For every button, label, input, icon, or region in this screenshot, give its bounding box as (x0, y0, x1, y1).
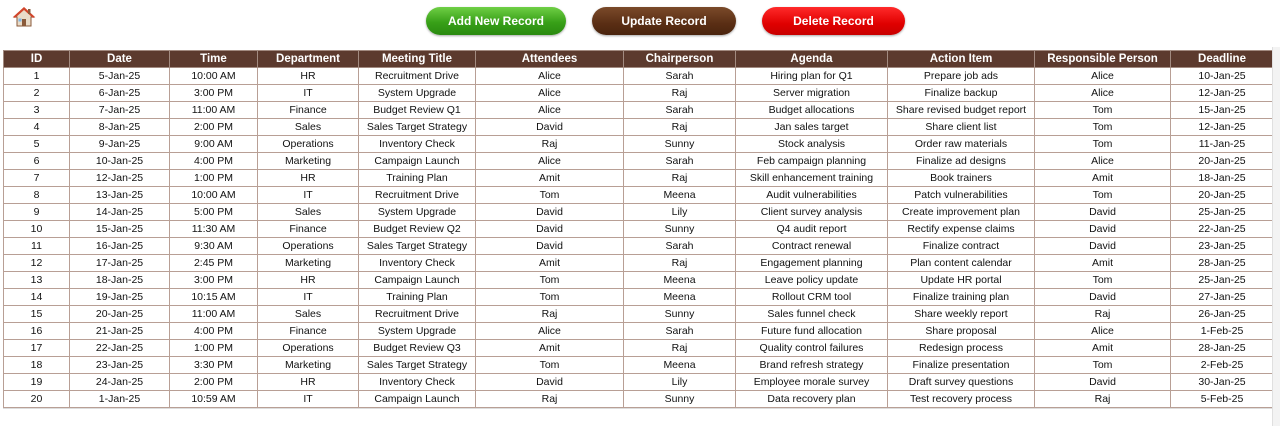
cell-department[interactable]: Operations (258, 238, 359, 255)
cell-responsible-person[interactable]: Amit (1035, 170, 1171, 187)
cell-attendees[interactable]: Raj (476, 391, 624, 408)
cell-responsible-person[interactable]: David (1035, 238, 1171, 255)
cell-attendees[interactable]: David (476, 119, 624, 136)
cell-time[interactable]: 10:00 AM (170, 187, 258, 204)
cell-time[interactable]: 3:00 PM (170, 272, 258, 289)
cell-chairperson[interactable]: Meena (624, 187, 736, 204)
add-new-record-button[interactable]: Add New Record (426, 7, 566, 35)
update-record-button[interactable]: Update Record (592, 7, 736, 35)
cell-id[interactable]: 20 (4, 391, 70, 408)
cell-deadline[interactable]: 28-Jan-25 (1171, 255, 1274, 272)
cell-meeting-title[interactable]: Inventory Check (359, 374, 476, 391)
cell-action-item[interactable]: Redesign process (888, 340, 1035, 357)
cell-action-item[interactable]: Share weekly report (888, 306, 1035, 323)
cell-time[interactable]: 9:00 AM (170, 136, 258, 153)
cell-attendees[interactable]: Raj (476, 136, 624, 153)
cell-department[interactable]: HR (258, 374, 359, 391)
cell-meeting-title[interactable]: System Upgrade (359, 204, 476, 221)
cell-responsible-person[interactable]: Amit (1035, 255, 1171, 272)
table-header-row (4, 51, 1274, 68)
cell-chairperson[interactable]: Meena (624, 357, 736, 374)
cell-meeting-title[interactable]: Campaign Launch (359, 272, 476, 289)
cell-id[interactable]: 16 (4, 323, 70, 340)
cell-responsible-person[interactable]: Tom (1035, 136, 1171, 153)
cell-department[interactable]: Finance (258, 221, 359, 238)
cell-chairperson[interactable]: Sarah (624, 153, 736, 170)
cell-deadline[interactable]: 25-Jan-25 (1171, 204, 1274, 221)
cell-responsible-person[interactable]: Amit (1035, 340, 1171, 357)
cell-action-item[interactable]: Test recovery process (888, 391, 1035, 408)
cell-department[interactable]: Marketing (258, 357, 359, 374)
cell-date[interactable]: 21-Jan-25 (70, 323, 170, 340)
cell-agenda[interactable]: Jan sales target (736, 119, 888, 136)
cell-meeting-title[interactable]: Training Plan (359, 170, 476, 187)
cell-attendees[interactable]: Raj (476, 306, 624, 323)
table-row[interactable] (4, 306, 1274, 323)
cell-time[interactable]: 5:00 PM (170, 204, 258, 221)
cell-agenda[interactable]: Future fund allocation (736, 323, 888, 340)
cell-attendees[interactable]: Alice (476, 323, 624, 340)
cell-agenda[interactable]: Budget allocations (736, 102, 888, 119)
cell-responsible-person[interactable]: Tom (1035, 102, 1171, 119)
cell-action-item[interactable]: Prepare job ads (888, 68, 1035, 85)
cell-time[interactable]: 9:30 AM (170, 238, 258, 255)
cell-action-item[interactable]: Finalize ad designs (888, 153, 1035, 170)
cell-deadline[interactable]: 18-Jan-25 (1171, 170, 1274, 187)
cell-chairperson[interactable]: Raj (624, 255, 736, 272)
cell-deadline[interactable]: 1-Feb-25 (1171, 323, 1274, 340)
cell-attendees[interactable]: Alice (476, 68, 624, 85)
cell-deadline[interactable]: 20-Jan-25 (1171, 153, 1274, 170)
cell-department[interactable]: IT (258, 391, 359, 408)
cell-attendees[interactable]: Amit (476, 340, 624, 357)
cell-agenda[interactable]: Leave policy update (736, 272, 888, 289)
cell-date[interactable]: 24-Jan-25 (70, 374, 170, 391)
cell-action-item[interactable]: Finalize backup (888, 85, 1035, 102)
cell-date[interactable]: 20-Jan-25 (70, 306, 170, 323)
cell-attendees[interactable]: Amit (476, 255, 624, 272)
cell-department[interactable]: IT (258, 187, 359, 204)
cell-responsible-person[interactable]: David (1035, 204, 1171, 221)
cell-id[interactable]: 14 (4, 289, 70, 306)
cell-meeting-title[interactable]: Training Plan (359, 289, 476, 306)
cell-deadline[interactable]: 28-Jan-25 (1171, 340, 1274, 357)
cell-deadline[interactable]: 10-Jan-25 (1171, 68, 1274, 85)
cell-deadline[interactable]: 22-Jan-25 (1171, 221, 1274, 238)
cell-id[interactable]: 2 (4, 85, 70, 102)
cell-agenda[interactable]: Contract renewal (736, 238, 888, 255)
cell-department[interactable]: Finance (258, 102, 359, 119)
cell-agenda[interactable]: Client survey analysis (736, 204, 888, 221)
cell-deadline[interactable]: 23-Jan-25 (1171, 238, 1274, 255)
cell-chairperson[interactable]: Sunny (624, 136, 736, 153)
cell-chairperson[interactable]: Sarah (624, 238, 736, 255)
cell-date[interactable]: 17-Jan-25 (70, 255, 170, 272)
cell-chairperson[interactable]: Sarah (624, 323, 736, 340)
cell-meeting-title[interactable]: Budget Review Q1 (359, 102, 476, 119)
cell-agenda[interactable]: Server migration (736, 85, 888, 102)
cell-responsible-person[interactable]: Raj (1035, 391, 1171, 408)
table-row[interactable] (4, 289, 1274, 306)
cell-meeting-title[interactable]: Sales Target Strategy (359, 238, 476, 255)
cell-chairperson[interactable]: Raj (624, 85, 736, 102)
cell-chairperson[interactable]: Sunny (624, 391, 736, 408)
cell-department[interactable]: Operations (258, 340, 359, 357)
cell-id[interactable]: 15 (4, 306, 70, 323)
cell-agenda[interactable]: Brand refresh strategy (736, 357, 888, 374)
column-header-date[interactable]: Date (70, 51, 170, 68)
cell-date[interactable]: 23-Jan-25 (70, 357, 170, 374)
cell-department[interactable]: Finance (258, 323, 359, 340)
cell-action-item[interactable]: Share proposal (888, 323, 1035, 340)
table-row[interactable] (4, 357, 1274, 374)
cell-deadline[interactable]: 2-Feb-25 (1171, 357, 1274, 374)
column-header-agenda[interactable]: Agenda (736, 51, 888, 68)
cell-action-item[interactable]: Draft survey questions (888, 374, 1035, 391)
sheet-tail (3, 408, 1273, 425)
cell-id[interactable]: 18 (4, 357, 70, 374)
cell-attendees[interactable]: Amit (476, 170, 624, 187)
cell-id[interactable]: 1 (4, 68, 70, 85)
cell-date[interactable]: 5-Jan-25 (70, 68, 170, 85)
cell-agenda[interactable]: Stock analysis (736, 136, 888, 153)
table-row[interactable] (4, 221, 1274, 238)
cell-date[interactable]: 15-Jan-25 (70, 221, 170, 238)
cell-attendees[interactable]: David (476, 221, 624, 238)
cell-date[interactable]: 13-Jan-25 (70, 187, 170, 204)
table-row[interactable] (4, 85, 1274, 102)
column-header-action-item[interactable]: Action Item (888, 51, 1035, 68)
column-header-id[interactable]: ID (4, 51, 70, 68)
cell-department[interactable]: Marketing (258, 255, 359, 272)
cell-agenda[interactable]: Data recovery plan (736, 391, 888, 408)
table-row[interactable] (4, 187, 1274, 204)
column-header-department[interactable]: Department (258, 51, 359, 68)
cell-action-item[interactable]: Finalize contract (888, 238, 1035, 255)
cell-time[interactable]: 11:30 AM (170, 221, 258, 238)
cell-action-item[interactable]: Rectify expense claims (888, 221, 1035, 238)
cell-id[interactable]: 3 (4, 102, 70, 119)
cell-time[interactable]: 11:00 AM (170, 102, 258, 119)
cell-deadline[interactable]: 27-Jan-25 (1171, 289, 1274, 306)
cell-agenda[interactable]: Sales funnel check (736, 306, 888, 323)
cell-attendees[interactable]: Alice (476, 102, 624, 119)
cell-responsible-person[interactable]: Alice (1035, 153, 1171, 170)
cell-date[interactable]: 8-Jan-25 (70, 119, 170, 136)
cell-responsible-person[interactable]: Alice (1035, 68, 1171, 85)
cell-id[interactable]: 7 (4, 170, 70, 187)
cell-id[interactable]: 9 (4, 204, 70, 221)
cell-attendees[interactable]: Alice (476, 153, 624, 170)
table-row[interactable] (4, 255, 1274, 272)
vertical-scrollbar[interactable] (1272, 47, 1280, 426)
table-row[interactable] (4, 119, 1274, 136)
cell-attendees[interactable]: Tom (476, 357, 624, 374)
cell-id[interactable]: 17 (4, 340, 70, 357)
cell-department[interactable]: Sales (258, 306, 359, 323)
cell-chairperson[interactable]: Meena (624, 289, 736, 306)
cell-responsible-person[interactable]: David (1035, 221, 1171, 238)
cell-agenda[interactable]: Skill enhancement training (736, 170, 888, 187)
cell-action-item[interactable]: Update HR portal (888, 272, 1035, 289)
cell-id[interactable]: 5 (4, 136, 70, 153)
cell-date[interactable]: 9-Jan-25 (70, 136, 170, 153)
cell-id[interactable]: 10 (4, 221, 70, 238)
cell-action-item[interactable]: Order raw materials (888, 136, 1035, 153)
cell-department[interactable]: Operations (258, 136, 359, 153)
table-row[interactable] (4, 204, 1274, 221)
cell-id[interactable]: 13 (4, 272, 70, 289)
cell-attendees[interactable]: David (476, 204, 624, 221)
cell-meeting-title[interactable]: System Upgrade (359, 323, 476, 340)
cell-meeting-title[interactable]: Inventory Check (359, 255, 476, 272)
cell-time[interactable]: 10:00 AM (170, 68, 258, 85)
cell-responsible-person[interactable]: David (1035, 374, 1171, 391)
cell-responsible-person[interactable]: Alice (1035, 323, 1171, 340)
column-header-chairperson[interactable]: Chairperson (624, 51, 736, 68)
cell-time[interactable]: 11:00 AM (170, 306, 258, 323)
cell-responsible-person[interactable]: David (1035, 289, 1171, 306)
cell-department[interactable]: IT (258, 289, 359, 306)
cell-agenda[interactable]: Hiring plan for Q1 (736, 68, 888, 85)
cell-id[interactable]: 4 (4, 119, 70, 136)
cell-date[interactable]: 16-Jan-25 (70, 238, 170, 255)
table-row[interactable] (4, 340, 1274, 357)
table-row[interactable] (4, 170, 1274, 187)
cell-action-item[interactable]: Plan content calendar (888, 255, 1035, 272)
column-header-deadline[interactable]: Deadline (1171, 51, 1274, 68)
cell-meeting-title[interactable]: Inventory Check (359, 136, 476, 153)
records-sheet (3, 50, 1273, 425)
column-header-responsible-person[interactable]: Responsible Person (1035, 51, 1171, 68)
cell-date[interactable]: 14-Jan-25 (70, 204, 170, 221)
table-row[interactable] (4, 153, 1274, 170)
cell-deadline[interactable]: 5-Feb-25 (1171, 391, 1274, 408)
cell-time[interactable]: 10:15 AM (170, 289, 258, 306)
cell-department[interactable]: Marketing (258, 153, 359, 170)
cell-attendees[interactable]: Tom (476, 272, 624, 289)
cell-date[interactable]: 19-Jan-25 (70, 289, 170, 306)
cell-responsible-person[interactable]: Alice (1035, 85, 1171, 102)
cell-date[interactable]: 10-Jan-25 (70, 153, 170, 170)
table-row[interactable] (4, 374, 1274, 391)
cell-attendees[interactable]: David (476, 238, 624, 255)
column-header-attendees[interactable]: Attendees (476, 51, 624, 68)
toolbar (0, 0, 1280, 47)
cell-date[interactable]: 18-Jan-25 (70, 272, 170, 289)
home-icon[interactable] (12, 6, 36, 28)
cell-meeting-title[interactable]: Campaign Launch (359, 391, 476, 408)
cell-attendees[interactable]: Alice (476, 85, 624, 102)
cell-action-item[interactable]: Book trainers (888, 170, 1035, 187)
cell-agenda[interactable]: Engagement planning (736, 255, 888, 272)
cell-chairperson[interactable]: Sarah (624, 102, 736, 119)
cell-responsible-person[interactable]: Tom (1035, 187, 1171, 204)
cell-attendees[interactable]: David (476, 374, 624, 391)
cell-department[interactable]: Sales (258, 204, 359, 221)
table-row[interactable] (4, 272, 1274, 289)
cell-agenda[interactable]: Q4 audit report (736, 221, 888, 238)
cell-date[interactable]: 12-Jan-25 (70, 170, 170, 187)
cell-department[interactable]: Sales (258, 119, 359, 136)
cell-time[interactable]: 4:00 PM (170, 153, 258, 170)
cell-time[interactable]: 1:00 PM (170, 170, 258, 187)
table-row[interactable] (4, 136, 1274, 153)
cell-deadline[interactable]: 20-Jan-25 (1171, 187, 1274, 204)
cell-chairperson[interactable]: Raj (624, 340, 736, 357)
cell-agenda[interactable]: Employee morale survey (736, 374, 888, 391)
cell-department[interactable]: HR (258, 68, 359, 85)
cell-time[interactable]: 2:00 PM (170, 119, 258, 136)
cell-responsible-person[interactable]: Tom (1035, 119, 1171, 136)
cell-time[interactable]: 1:00 PM (170, 340, 258, 357)
cell-time[interactable]: 3:00 PM (170, 85, 258, 102)
cell-deadline[interactable]: 25-Jan-25 (1171, 272, 1274, 289)
cell-date[interactable]: 1-Jan-25 (70, 391, 170, 408)
table-row[interactable] (4, 391, 1274, 408)
column-header-meeting-title[interactable]: Meeting Title (359, 51, 476, 68)
cell-agenda[interactable]: Audit vulnerabilities (736, 187, 888, 204)
cell-agenda[interactable]: Rollout CRM tool (736, 289, 888, 306)
cell-date[interactable]: 6-Jan-25 (70, 85, 170, 102)
cell-responsible-person[interactable]: Raj (1035, 306, 1171, 323)
cell-meeting-title[interactable]: Budget Review Q2 (359, 221, 476, 238)
cell-meeting-title[interactable]: Sales Target Strategy (359, 357, 476, 374)
cell-meeting-title[interactable]: Sales Target Strategy (359, 119, 476, 136)
cell-id[interactable]: 6 (4, 153, 70, 170)
cell-attendees[interactable]: Tom (476, 187, 624, 204)
cell-chairperson[interactable]: Meena (624, 272, 736, 289)
cell-department[interactable]: IT (258, 85, 359, 102)
cell-department[interactable]: HR (258, 170, 359, 187)
cell-time[interactable]: 2:00 PM (170, 374, 258, 391)
table-row[interactable] (4, 68, 1274, 85)
cell-agenda[interactable]: Quality control failures (736, 340, 888, 357)
cell-agenda[interactable]: Feb campaign planning (736, 153, 888, 170)
table-body (4, 68, 1274, 408)
cell-deadline[interactable]: 12-Jan-25 (1171, 119, 1274, 136)
cell-time[interactable]: 3:30 PM (170, 357, 258, 374)
cell-deadline[interactable]: 30-Jan-25 (1171, 374, 1274, 391)
table-row[interactable] (4, 238, 1274, 255)
cell-meeting-title[interactable]: Budget Review Q3 (359, 340, 476, 357)
cell-action-item[interactable]: Share revised budget report (888, 102, 1035, 119)
cell-chairperson[interactable]: Sunny (624, 221, 736, 238)
cell-meeting-title[interactable]: Recruitment Drive (359, 306, 476, 323)
cell-responsible-person[interactable]: Tom (1035, 357, 1171, 374)
cell-deadline[interactable]: 26-Jan-25 (1171, 306, 1274, 323)
cell-meeting-title[interactable]: Campaign Launch (359, 153, 476, 170)
cell-chairperson[interactable]: Raj (624, 170, 736, 187)
cell-time[interactable]: 4:00 PM (170, 323, 258, 340)
table-row[interactable] (4, 323, 1274, 340)
cell-action-item[interactable]: Patch vulnerabilities (888, 187, 1035, 204)
cell-time[interactable]: 2:45 PM (170, 255, 258, 272)
records-table (3, 50, 1274, 408)
cell-attendees[interactable]: Tom (476, 289, 624, 306)
cell-deadline[interactable]: 11-Jan-25 (1171, 136, 1274, 153)
cell-id[interactable]: 11 (4, 238, 70, 255)
cell-department[interactable]: HR (258, 272, 359, 289)
cell-meeting-title[interactable]: System Upgrade (359, 85, 476, 102)
cell-meeting-title[interactable]: Recruitment Drive (359, 68, 476, 85)
delete-record-button[interactable]: Delete Record (762, 7, 905, 35)
table-row[interactable] (4, 102, 1274, 119)
cell-action-item[interactable]: Finalize training plan (888, 289, 1035, 306)
cell-responsible-person[interactable]: Tom (1035, 272, 1171, 289)
cell-chairperson[interactable]: Raj (624, 119, 736, 136)
cell-id[interactable]: 8 (4, 187, 70, 204)
cell-date[interactable]: 22-Jan-25 (70, 340, 170, 357)
cell-date[interactable]: 7-Jan-25 (70, 102, 170, 119)
cell-meeting-title[interactable]: Recruitment Drive (359, 187, 476, 204)
cell-deadline[interactable]: 12-Jan-25 (1171, 85, 1274, 102)
column-header-time[interactable]: Time (170, 51, 258, 68)
cell-action-item[interactable]: Create improvement plan (888, 204, 1035, 221)
cell-chairperson[interactable]: Sunny (624, 306, 736, 323)
cell-time[interactable]: 10:59 AM (170, 391, 258, 408)
cell-deadline[interactable]: 15-Jan-25 (1171, 102, 1274, 119)
cell-chairperson[interactable]: Lily (624, 204, 736, 221)
cell-chairperson[interactable]: Sarah (624, 68, 736, 85)
cell-action-item[interactable]: Share client list (888, 119, 1035, 136)
cell-action-item[interactable]: Finalize presentation (888, 357, 1035, 374)
cell-chairperson[interactable]: Lily (624, 374, 736, 391)
cell-id[interactable]: 12 (4, 255, 70, 272)
cell-id[interactable]: 19 (4, 374, 70, 391)
